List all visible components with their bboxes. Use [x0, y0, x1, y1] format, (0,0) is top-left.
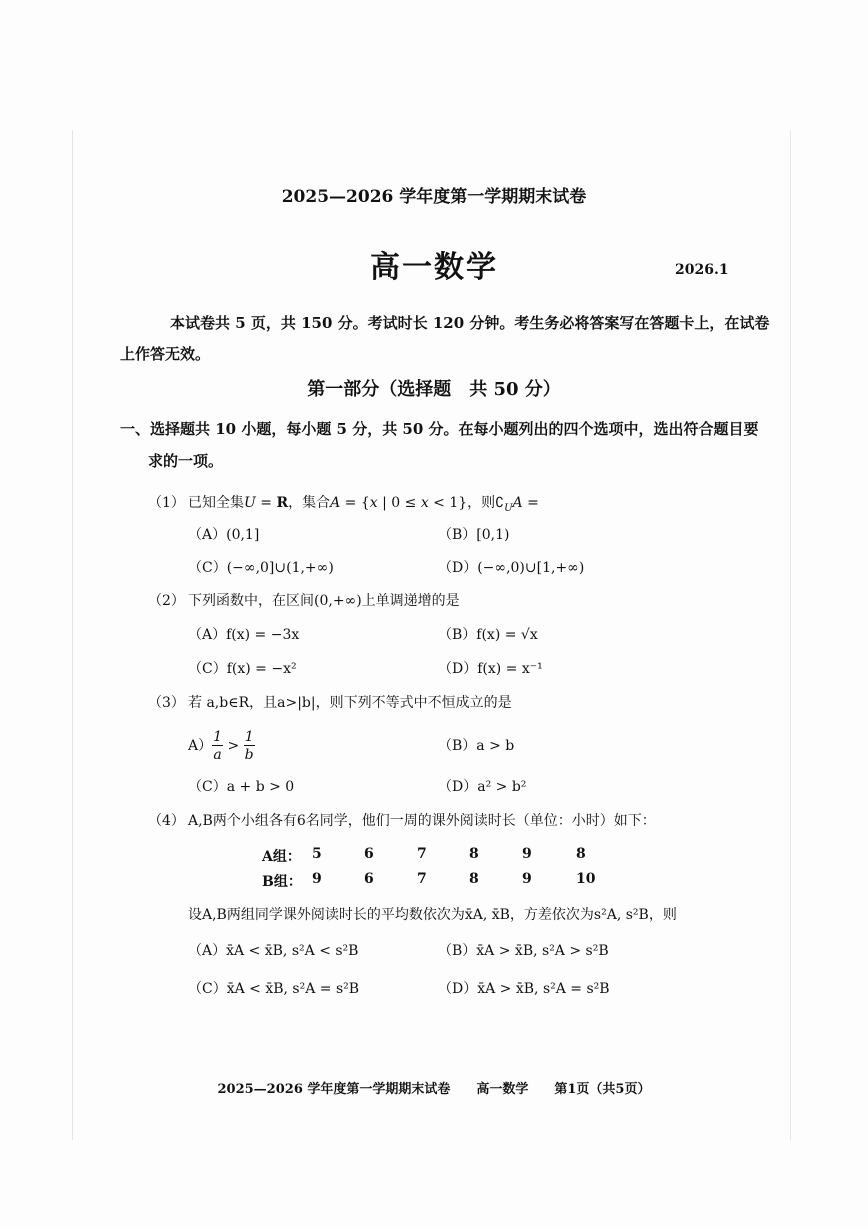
question-1-option-a[interactable]: （A）(0,1]: [188, 527, 260, 543]
data-table-cell: 6: [364, 846, 374, 862]
question-2-option-b[interactable]: （B）f(x) = √x: [438, 627, 538, 643]
data-table-cell: 8: [469, 871, 479, 887]
data-table-cell: 10: [576, 871, 596, 887]
question-2-option-d[interactable]: （D）f(x) = x⁻¹: [438, 661, 543, 677]
data-table-cell: 8: [576, 846, 586, 862]
question-1-number: （1）: [148, 495, 185, 511]
exam-date: 2026.1: [675, 262, 729, 278]
data-table-cell: 7: [417, 846, 427, 862]
question-3-option-d[interactable]: （D）a² > b²: [438, 779, 527, 795]
question-3-number: （3）: [148, 695, 185, 711]
exam-title: 2025—2026 学年度第一学期期末试卷: [281, 187, 587, 207]
question-2-stem: 下列函数中，在区间(0,+∞)上单调递增的是: [188, 593, 460, 609]
question-4-followup: 设A,B两组同学课外阅读时长的平均数依次为x̄A, x̄B，方差依次为s²A, s²B，则: [188, 907, 677, 923]
instructions-line-1: 本试卷共 5 页，共 150 分。考试时长 120 分钟。考生务必将答案写在答题卡上，在试卷: [170, 314, 770, 332]
section-intro-line-1: 一、选择题共 10 小题，每小题 5 分，共 50 分。在每小题列出的四个选项中，选出符合题目要: [120, 420, 759, 438]
question-1-option-c[interactable]: （C）(−∞,0]∪(1,+∞): [188, 560, 334, 576]
question-2-number: （2）: [148, 593, 185, 609]
question-4-option-a[interactable]: （A）x̄A < x̄B, s²A < s²B: [188, 943, 359, 959]
data-table-cell: 9: [312, 871, 322, 887]
instructions-line-2: 上作答无效。: [120, 345, 211, 363]
data-table-row-a-label: A组：: [262, 849, 301, 865]
question-1-option-b[interactable]: （B）[0,1): [438, 527, 510, 543]
question-4-option-d[interactable]: （D）x̄A > x̄B, s²A = s²B: [438, 981, 610, 997]
question-4-option-c[interactable]: （C）x̄A < x̄B, s²A = s²B: [188, 981, 360, 997]
question-4-number: （4）: [148, 813, 185, 829]
question-1-stem: 已知全集U = R，集合A = {x | 0 ≤ x < 1}，则$∁_UA$ =: [188, 495, 539, 514]
question-3-option-a[interactable]: A） $\frac{1}{a}$ > $\frac{1}{b}$: [188, 729, 254, 763]
data-table-cell: 6: [364, 871, 374, 887]
section-intro-line-2: 求的一项。: [148, 452, 224, 470]
data-table-cell: 9: [522, 871, 532, 887]
question-3-option-b[interactable]: （B）a > b: [438, 738, 515, 754]
data-table-cell: 5: [312, 846, 322, 862]
question-2-option-a[interactable]: （A）f(x) = −3x: [188, 627, 300, 643]
question-3-stem: 若 a,b∈R，且a>|b|，则下列不等式中不恒成立的是: [188, 695, 512, 711]
page-footer: 2025—2026 学年度第一学期期末试卷 高一数学 第1页（共5页）: [217, 1082, 651, 1097]
question-4-option-b[interactable]: （B）x̄A > x̄B, s²A > s²B: [438, 943, 609, 959]
data-table-cell: 8: [469, 846, 479, 862]
data-table-cell: 9: [522, 846, 532, 862]
question-4-stem: A,B两个小组各有6名同学，他们一周的课外阅读时长（单位：小时）如下：: [188, 813, 656, 829]
section-title: 第一部分（选择题 共 50 分）: [307, 379, 561, 400]
question-2-option-c[interactable]: （C）f(x) = −x²: [188, 661, 297, 677]
data-table-row-b-label: B组：: [262, 874, 302, 890]
question-1-option-d[interactable]: （D）(−∞,0)∪[1,+∞): [438, 560, 585, 576]
data-table-cell: 7: [417, 871, 427, 887]
subject-title: 高一数学: [370, 250, 498, 285]
question-3-option-c[interactable]: （C）a + b > 0: [188, 779, 295, 795]
